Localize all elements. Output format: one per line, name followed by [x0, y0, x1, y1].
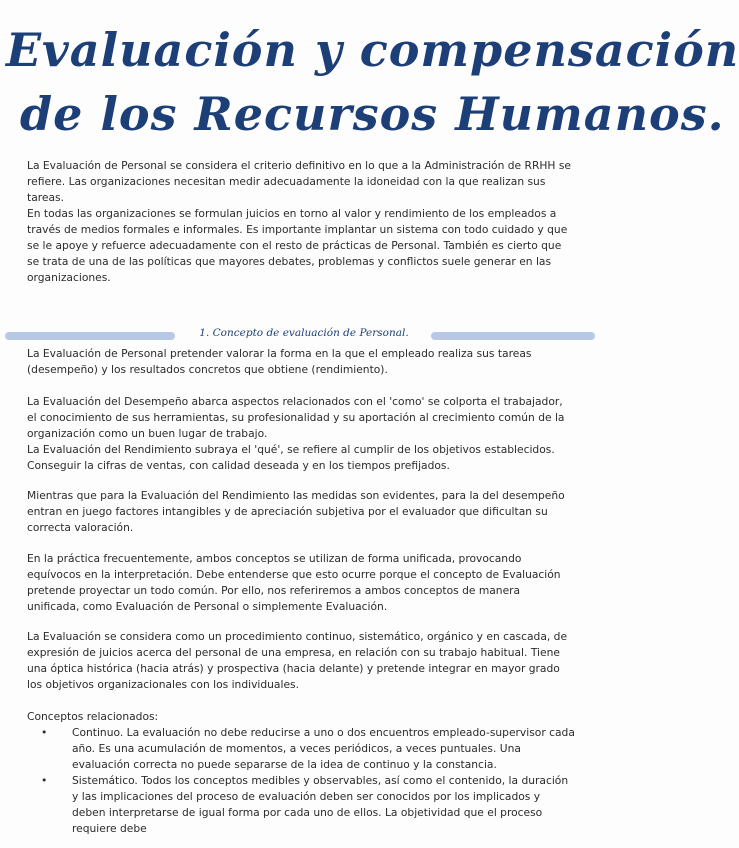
section-paragraph-1: La Evaluación de Personal pretender valorar la forma en la que el empleado realiza sus tareas (desempeño) y los resultados concretos que obtiene (rendimiento). — [27, 347, 532, 376]
list-item — [27, 773, 575, 837]
bullet-icon: • — [41, 726, 48, 739]
section-paragraph-6: La Evaluación se considera como un procedimiento continuo, sistemático, orgánico y en cascada, de expresión de juicios acerca del personal de una empresa, en relación con su trabajo habitual. Tiene una óptica histórica (hacia atrás) y prospectiva (hacia delante) y pretende integrar en mayor grado los objetivos organizacionales con los individuales. — [27, 630, 568, 691]
section-paragraph-3: La Evaluación del Rendimiento subraya el 'qué', se refiere al cumplir de los objetivos establecidos. Conseguir la cifras de ventas, con calidad deseada y en los tiempos prefijados. — [27, 443, 555, 472]
section-bar-right-decoration — [431, 332, 595, 340]
page-title-line-2: de los Recursos Humanos. — [20, 87, 725, 141]
related-concepts-label: Conceptos relacionados: — [27, 710, 159, 723]
list-item-text: Continuo. La evaluación no debe reducirse a uno o dos encuentros empleado-supervisor cada año. Es una acumulación de momentos, a veces periódicos, a veces puntuales. Una evaluación correcta no puede separarse de la idea de continuo y la constancia. — [72, 726, 575, 771]
page-title — [6, 18, 739, 146]
page-title-line-1: Evaluación y compensación — [6, 23, 739, 77]
section-paragraph-5: En la práctica frecuentemente, ambos conceptos se utilizan de forma unificada, provocando equívocos en la interpretación. Debe entenderse que esto ocurre porque el concepto de Evaluación pretende proyectar un todo común. Por ello, nos referiremos a ambos conceptos de manera unificada, como Evaluación de Personal o simplemente Evaluación. — [27, 552, 561, 613]
list-item-text: Sistemático. Todos los conceptos medibles y observables, así como el contenido, la duración y las implicaciones del proceso de evaluación deben ser conocidos por los implicados y deben interpretarse de igual forma por cada uno de ellos. La objetividad que el proceso requiere debe — [72, 774, 569, 835]
section-paragraph-4: Mientras que para la Evaluación del Rendimiento las medidas son evidentes, para la del desempeño entran en juego factores intangibles y de apreciación subjetiva por el evaluador que dificultan su correcta valoración. — [27, 489, 565, 534]
section-bar-left-decoration — [5, 332, 175, 340]
section-heading-bar — [5, 329, 595, 343]
section-heading: 1. Concepto de evaluación de Personal. — [199, 327, 409, 339]
intro-paragraph-2: En todas las organizaciones se formulan juicios en torno al valor y rendimiento de los empleados a través de medios formales e informales. Es importante implantar un sistema con todo cuidado y que se le apoye y refuerce adecuadamente con el resto de prácticas de Personal. También es cierto que se trata de una de las políticas que mayores debates, problemas y conflictos suele generar en las organizaciones. — [27, 207, 568, 284]
bullet-icon: • — [41, 774, 48, 787]
list-item — [27, 725, 575, 773]
intro-paragraph-1: La Evaluación de Personal se considera el criterio definitivo en lo que a la Administración de RRHH se refiere. Las organizaciones necesitan medir adecuadamente la idoneidad con la que realizan sus tareas. — [27, 159, 571, 204]
section-paragraph-2: La Evaluación del Desempeño abarca aspectos relacionados con el 'como' se colporta el trabajador, el conocimiento de sus herramientas, su profesionalidad y su aportación al crecimiento común de la organización como un buen lugar de trabajo. — [27, 395, 565, 440]
related-concepts-list — [27, 725, 575, 837]
